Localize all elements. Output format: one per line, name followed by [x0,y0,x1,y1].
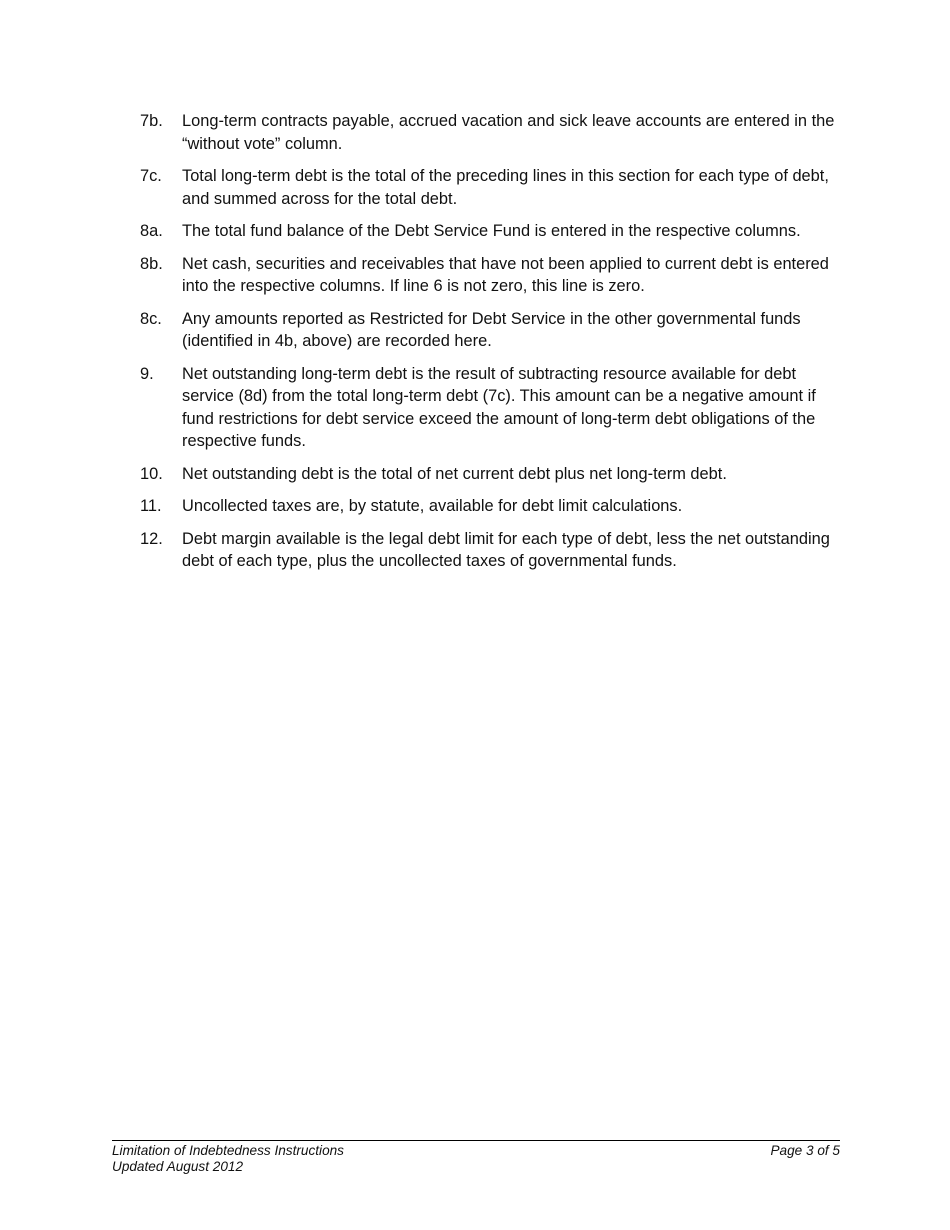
item-number: 7b. [140,112,163,130]
instruction-list [140,110,840,583]
page-footer [112,1140,840,1175]
item-text: Any amounts reported as Restricted for Debt Service in the other governmental funds (identified in 4b, above) are recorded here. [182,309,801,350]
item-number: 10. [140,464,163,483]
item-text: Long-term contracts payable, accrued vacation and sick leave accounts are entered in the “without vote” column. [182,112,835,153]
list-item [140,220,840,243]
list-item [140,110,840,155]
list-item [140,308,840,353]
item-text: Total long-term debt is the total of the preceding lines in this section for each type of debt, and summed across for the total debt. [182,167,829,208]
item-text: Uncollected taxes are, by statute, available for debt limit calculations. [182,497,683,515]
item-number: 7c. [140,167,162,185]
item-number: 12. [140,529,163,548]
footer-row [112,1143,840,1159]
item-text: Net cash, securities and receivables that have not been applied to current debt is entered into the respective columns. If line 6 is not zero, this line is zero. [182,254,829,295]
item-number: 11. [140,497,162,515]
footer-updated-date: Updated August 2012 [112,1159,244,1174]
list-item [140,528,840,573]
footer-page-number: Page 3 of 5 [770,1143,840,1158]
list-item [140,495,840,518]
item-number: 9. [140,364,154,383]
item-number: 8b. [140,254,163,273]
list-item [140,253,840,298]
footer-row [112,1159,840,1175]
item-text: Net outstanding debt is the total of net current debt plus net long-term debt. [182,464,727,483]
list-item [140,463,840,486]
item-text: Debt margin available is the legal debt limit for each type of debt, less the net outstanding debt of each type, plus the uncollected taxes of governmental funds. [182,529,830,570]
list-item [140,363,840,453]
item-text: Net outstanding long-term debt is the result of subtracting resource available for debt service (8d) from the total long-term debt (7c). This amount can be a negative amount if fund restrictions for debt service exceed the amount of long-term debt obligations of the respective funds. [182,364,816,450]
list-item [140,165,840,210]
item-text: The total fund balance of the Debt Service Fund is entered in the respective columns. [182,222,801,240]
footer-document-title: Limitation of Indebtedness Instructions [112,1143,344,1158]
item-number: 8c. [140,309,162,328]
item-number: 8a. [140,222,163,240]
